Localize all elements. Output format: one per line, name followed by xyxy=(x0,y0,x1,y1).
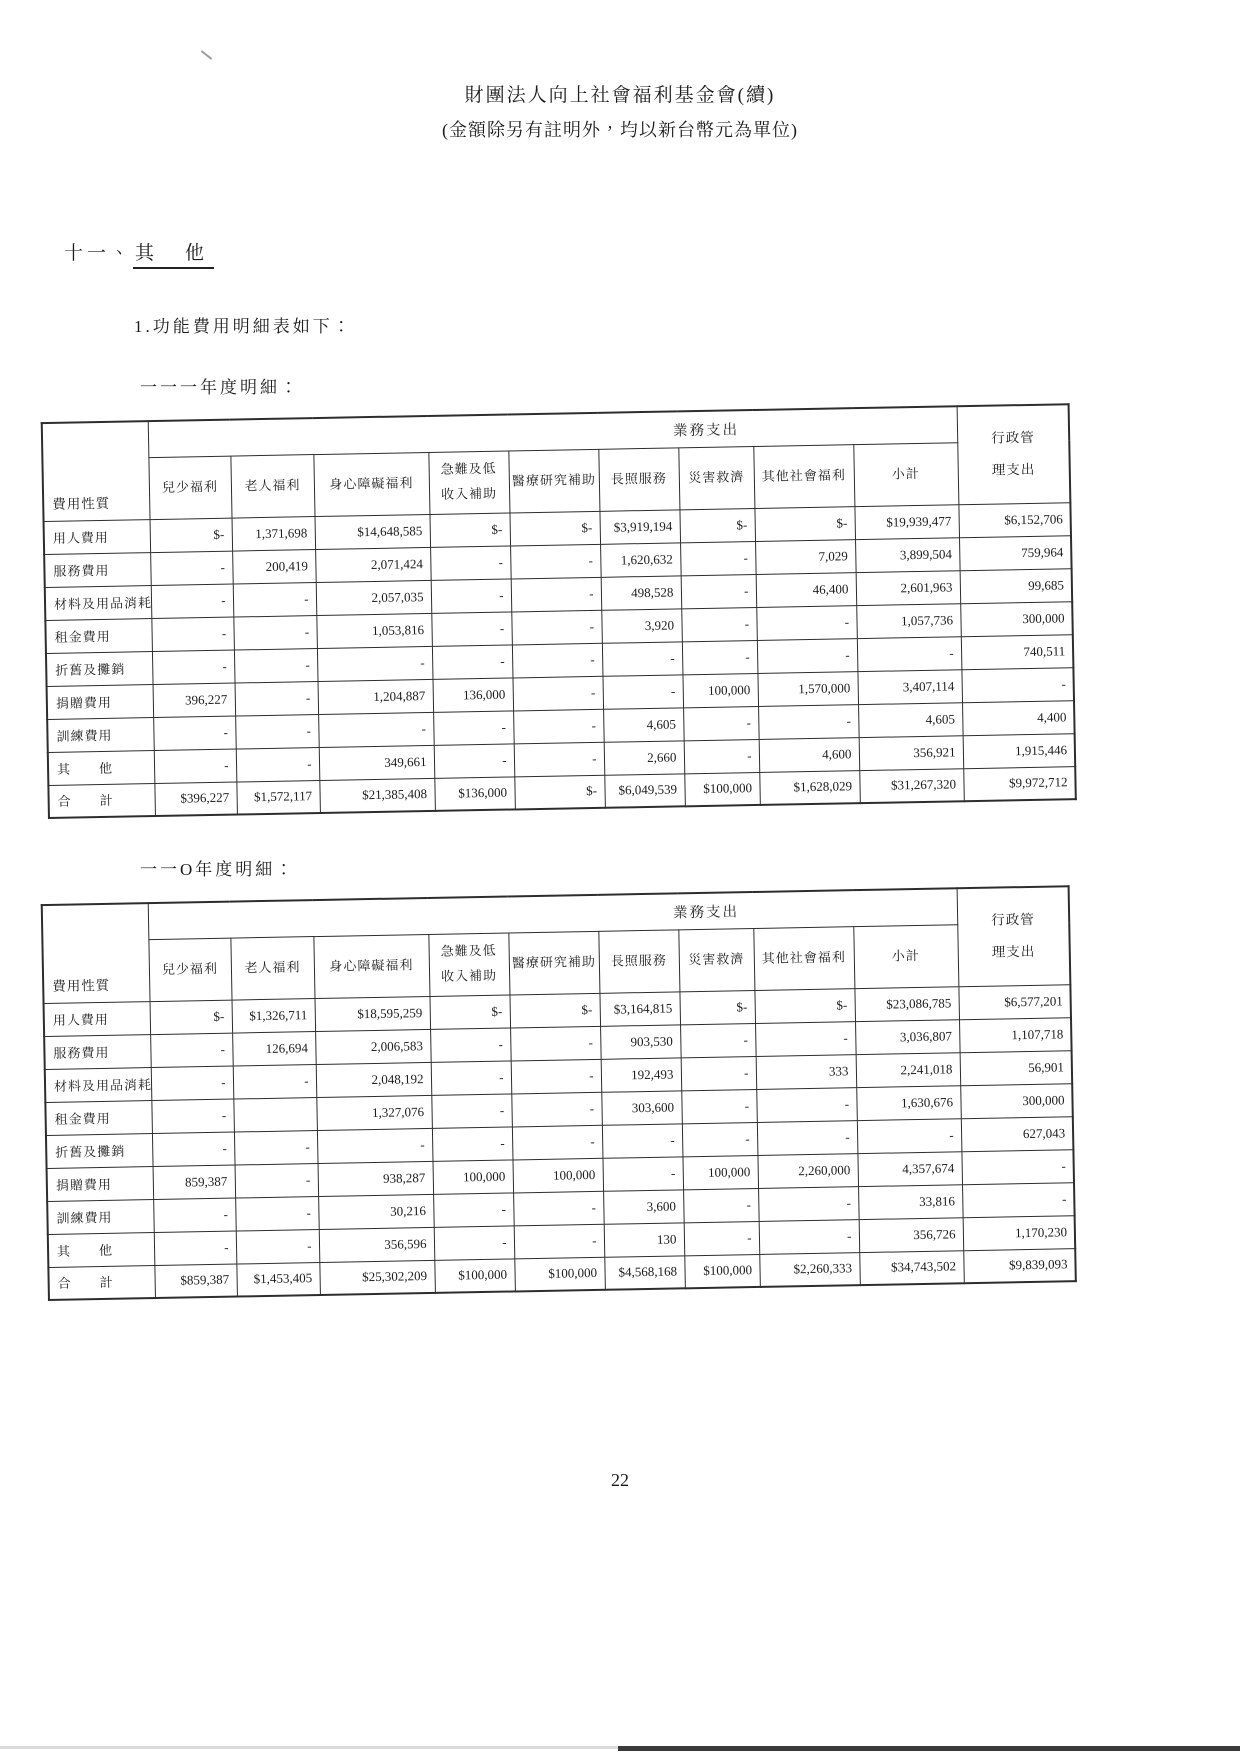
amount-cell: 2,260,000 xyxy=(757,1153,858,1188)
amount-cell: 1,057,736 xyxy=(856,603,961,638)
column-header: 災害救濟 xyxy=(678,928,754,991)
amount-cell: 938,287 xyxy=(318,1161,434,1196)
column-header: 兒少福利 xyxy=(148,456,231,519)
column-header: 災害救濟 xyxy=(678,446,754,509)
column-header: 醫療研究補助 xyxy=(508,931,599,995)
amount-cell: - xyxy=(514,742,605,777)
amount-cell: - xyxy=(756,1087,857,1122)
amount-cell: 1,620,632 xyxy=(600,542,681,576)
amount-cell: 356,921 xyxy=(859,735,964,770)
amount-cell: - xyxy=(755,1021,856,1056)
amount-cell: - xyxy=(683,1188,759,1222)
row-label: 用人費用 xyxy=(44,1001,151,1036)
amount-cell: - xyxy=(431,1093,512,1127)
amount-cell: $19,939,477 xyxy=(854,504,959,539)
amount-cell: - xyxy=(602,1123,683,1157)
amount-cell: 1,107,718 xyxy=(959,1017,1072,1052)
amount-cell: 136,000 xyxy=(432,677,513,711)
amount-cell: 99,685 xyxy=(960,568,1073,603)
amount-cell: $100,000 xyxy=(434,1258,515,1292)
amount-cell: $3,164,815 xyxy=(599,991,680,1025)
amount-cell: 192,493 xyxy=(601,1057,682,1091)
amount-cell: $- xyxy=(754,506,855,541)
table-caption: 一一一年度明細： xyxy=(140,378,300,397)
amount-cell: - xyxy=(511,1059,602,1094)
amount-cell: 1,630,676 xyxy=(856,1085,961,1120)
amount-cell: - xyxy=(151,584,234,618)
row-label: 租金費用 xyxy=(45,1100,152,1135)
amount-cell: 33,816 xyxy=(858,1184,963,1219)
amount-cell: 126,694 xyxy=(232,1031,316,1066)
row-label: 租金費用 xyxy=(45,618,152,653)
amount-cell: - xyxy=(317,646,433,681)
amount-cell: 300,000 xyxy=(960,1083,1073,1118)
amount-cell: 2,071,424 xyxy=(315,547,431,582)
amount-cell: - xyxy=(318,712,434,747)
amount-cell: 100,000 xyxy=(682,673,758,707)
amount-cell: $100,000 xyxy=(514,1257,605,1292)
amount-cell: $25,302,209 xyxy=(319,1260,435,1295)
corner-label-cell: 費用性質 xyxy=(42,421,150,521)
amount-cell: - xyxy=(510,544,601,579)
amount-cell: $1,326,711 xyxy=(232,998,316,1033)
amount-cell: 2,601,963 xyxy=(856,570,961,605)
row-label: 材料及用品消耗 xyxy=(45,1067,152,1102)
admin-expense-header: 行政管 理支出 xyxy=(957,886,1071,986)
amount-cell: - xyxy=(430,545,511,579)
section-heading xyxy=(64,238,1240,265)
scan-edge-dark xyxy=(618,1746,1240,1751)
amount-cell: - xyxy=(235,1196,319,1231)
amount-cell: - xyxy=(151,1066,234,1100)
amount-cell: - xyxy=(152,1132,235,1166)
corner-label-cell: 費用性質 xyxy=(42,903,150,1003)
amount-cell: $- xyxy=(150,1000,233,1034)
amount-cell: 1,170,230 xyxy=(963,1215,1076,1250)
amount-cell: - xyxy=(682,640,758,674)
amount-cell: - xyxy=(234,1130,318,1165)
amount-cell: - xyxy=(513,1191,604,1226)
amount-cell: - xyxy=(433,1192,514,1226)
amount-cell: $- xyxy=(150,518,233,552)
amount-cell: - xyxy=(857,1118,962,1153)
expense-table-section xyxy=(0,855,1240,1301)
row-label: 合 計 xyxy=(48,1265,155,1300)
amount-cell: - xyxy=(681,1089,757,1123)
amount-cell: - xyxy=(511,1092,602,1127)
table-skew-wrap xyxy=(41,403,1078,819)
amount-cell: $100,000 xyxy=(684,772,760,806)
amount-cell: - xyxy=(432,1126,513,1160)
amount-cell: - xyxy=(602,674,683,708)
amount-cell: 627,043 xyxy=(961,1116,1074,1151)
row-label: 折舊及攤銷 xyxy=(46,651,153,686)
row-label: 合 計 xyxy=(48,783,155,818)
amount-cell: - xyxy=(236,747,320,782)
amount-cell: 4,357,674 xyxy=(857,1151,962,1186)
expense-table xyxy=(41,403,1077,819)
amount-cell: 2,006,583 xyxy=(315,1029,431,1064)
column-header: 小計 xyxy=(853,442,958,506)
amount-cell: - xyxy=(684,739,760,773)
column-header: 其他社會福利 xyxy=(753,444,854,508)
amount-cell: - xyxy=(961,1149,1074,1184)
amount-cell: - xyxy=(154,749,237,783)
amount-cell: 7,029 xyxy=(755,539,856,574)
amount-cell: 396,227 xyxy=(153,683,236,717)
amount-cell: - xyxy=(432,644,513,678)
amount-cell: $- xyxy=(429,994,510,1028)
amount-cell: $2,260,333 xyxy=(759,1252,860,1287)
doc-title: 財團法人向上社會福利基金會(續) xyxy=(464,85,776,106)
amount-cell: - xyxy=(857,636,962,671)
amount-cell: - xyxy=(683,706,759,740)
row-label: 材料及用品消耗 xyxy=(45,585,152,620)
amount-cell: $- xyxy=(679,508,755,542)
amount-cell: - xyxy=(430,1027,511,1061)
subsection-heading: 1.功能費用明細表如下： xyxy=(134,317,353,336)
amount-cell: $- xyxy=(754,988,855,1023)
column-header: 急難及低 收入補助 xyxy=(428,451,509,514)
row-label: 捐贈費用 xyxy=(47,684,154,719)
amount-cell: $18,595,259 xyxy=(314,996,430,1031)
row-label: 訓練費用 xyxy=(47,1199,154,1234)
amount-cell: - xyxy=(511,610,602,645)
amount-cell: 1,371,698 xyxy=(232,516,316,551)
amount-cell: $396,227 xyxy=(154,782,237,816)
row-label: 其 他 xyxy=(48,750,155,785)
amount-cell: $34,743,502 xyxy=(859,1250,964,1285)
amount-cell: $9,839,093 xyxy=(963,1248,1076,1283)
amount-cell: $- xyxy=(509,993,600,1028)
amount-cell: $859,387 xyxy=(154,1264,237,1298)
amount-cell: - xyxy=(759,1219,860,1254)
amount-cell: - xyxy=(433,710,514,744)
amount-cell: $4,568,168 xyxy=(604,1255,685,1289)
amount-cell: - xyxy=(602,641,683,675)
amount-cell: 1,570,000 xyxy=(757,671,858,706)
amount-cell: - xyxy=(757,638,858,673)
page-number: 22 xyxy=(611,1470,629,1490)
amount-cell: - xyxy=(961,667,1074,702)
amount-cell: 3,036,807 xyxy=(855,1019,960,1054)
expense-table-section xyxy=(0,373,1240,819)
amount-cell: 3,600 xyxy=(603,1189,684,1223)
amount-cell: - xyxy=(434,743,515,777)
amount-cell: 4,605 xyxy=(858,702,963,737)
amount-cell: 3,407,114 xyxy=(857,669,962,704)
amount-cell: - xyxy=(152,650,235,684)
column-header: 兒少福利 xyxy=(148,938,231,1001)
column-header: 身心障礙福利 xyxy=(313,934,429,998)
amount-cell: - xyxy=(758,704,859,739)
amount-cell: 2,660 xyxy=(604,740,685,774)
amount-cell: 1,204,887 xyxy=(318,679,434,714)
amount-cell: - xyxy=(235,681,319,716)
amount-cell: 498,528 xyxy=(601,575,682,609)
business-expense-group-header: 業務支出 xyxy=(148,888,958,939)
amount-cell: 356,596 xyxy=(319,1227,435,1262)
scan-artifact-mark xyxy=(201,50,212,60)
amount-cell: - xyxy=(681,1056,757,1090)
amount-cell: $1,453,405 xyxy=(236,1262,320,1297)
row-label: 服務費用 xyxy=(44,552,151,587)
amount-cell: 100,000 xyxy=(432,1159,513,1193)
amount-cell: 2,048,192 xyxy=(316,1062,432,1097)
amount-cell: - xyxy=(512,1125,603,1160)
amount-cell: 200,419 xyxy=(232,549,316,584)
row-label: 服務費用 xyxy=(44,1034,151,1069)
amount-cell: - xyxy=(602,1156,683,1190)
scan-edge-light xyxy=(0,1746,618,1749)
amount-cell: $136,000 xyxy=(434,776,515,810)
amount-cell: - xyxy=(153,1198,236,1232)
amount-cell: - xyxy=(150,1033,233,1067)
amount-cell: - xyxy=(154,1231,237,1265)
amount-cell: $- xyxy=(679,990,755,1024)
row-label: 其 他 xyxy=(48,1232,155,1267)
column-header: 身心障礙福利 xyxy=(313,452,429,516)
amount-cell: 859,387 xyxy=(153,1165,236,1199)
section-title: 其 他 xyxy=(133,243,214,269)
amount-cell: 3,920 xyxy=(601,608,682,642)
amount-cell: 300,000 xyxy=(960,601,1073,636)
admin-expense-header: 行政管 理支出 xyxy=(957,404,1071,504)
amount-cell: - xyxy=(151,617,234,651)
amount-cell: $6,152,706 xyxy=(958,502,1071,537)
amount-cell: 333 xyxy=(756,1054,857,1089)
row-label: 捐贈費用 xyxy=(47,1166,154,1201)
amount-cell: - xyxy=(682,1122,758,1156)
business-expense-group-header: 業務支出 xyxy=(148,406,958,457)
amount-cell: $100,000 xyxy=(684,1254,760,1288)
amount-cell: - xyxy=(684,1221,760,1255)
amount-cell: 903,530 xyxy=(600,1024,681,1058)
amount-cell: - xyxy=(235,1163,319,1198)
column-header: 小計 xyxy=(853,924,958,988)
amount-cell: 3,899,504 xyxy=(855,537,960,572)
amount-cell: - xyxy=(235,714,319,749)
column-header: 其他社會福利 xyxy=(753,926,854,990)
amount-cell: 4,605 xyxy=(603,707,684,741)
amount-cell xyxy=(233,1097,317,1132)
tables-container xyxy=(0,373,1240,1301)
amount-cell: $6,577,201 xyxy=(958,984,1071,1019)
table-skew-wrap xyxy=(41,885,1078,1301)
column-header: 老人福利 xyxy=(230,454,314,518)
column-header: 長照服務 xyxy=(598,447,679,510)
amount-cell: - xyxy=(681,607,757,641)
amount-cell: - xyxy=(233,582,317,617)
amount-cell: - xyxy=(758,1186,859,1221)
column-header: 急難及低 收入補助 xyxy=(428,933,509,996)
amount-cell: - xyxy=(962,1182,1075,1217)
amount-cell: 349,661 xyxy=(319,745,435,780)
amount-cell: $- xyxy=(514,775,605,810)
amount-cell: - xyxy=(431,1060,512,1094)
amount-cell: $- xyxy=(429,512,510,546)
amount-cell: $9,972,712 xyxy=(963,766,1076,801)
amount-cell: 2,241,018 xyxy=(856,1052,961,1087)
amount-cell: $1,572,117 xyxy=(236,780,320,815)
amount-cell: $3,919,194 xyxy=(599,509,680,543)
amount-cell: $23,086,785 xyxy=(854,986,959,1021)
amount-cell: 759,964 xyxy=(959,535,1072,570)
amount-cell: - xyxy=(680,1023,756,1057)
amount-cell: - xyxy=(317,1128,433,1163)
amount-cell: - xyxy=(153,716,236,750)
amount-cell: $31,267,320 xyxy=(859,768,964,803)
row-label: 用人費用 xyxy=(44,519,151,554)
row-label: 折舊及攤銷 xyxy=(46,1133,153,1168)
amount-cell: $14,648,585 xyxy=(314,514,430,549)
amount-cell: - xyxy=(513,709,604,744)
amount-cell: - xyxy=(233,1064,317,1099)
expense-table xyxy=(41,885,1077,1301)
amount-cell: $21,385,408 xyxy=(319,778,435,813)
amount-cell: $1,628,029 xyxy=(759,770,860,805)
amount-cell: 2,057,035 xyxy=(316,580,432,615)
amount-cell: - xyxy=(512,676,603,711)
amount-cell: 100,000 xyxy=(512,1158,603,1193)
amount-cell: 1,915,446 xyxy=(963,733,1076,768)
amount-cell: - xyxy=(233,615,317,650)
amount-cell: 46,400 xyxy=(756,572,857,607)
amount-cell: - xyxy=(150,551,233,585)
amount-cell: - xyxy=(434,1225,515,1259)
amount-cell: - xyxy=(680,541,756,575)
amount-cell: - xyxy=(514,1224,605,1259)
amount-cell: - xyxy=(236,1229,320,1264)
column-header: 醫療研究補助 xyxy=(508,449,599,513)
amount-cell: 4,400 xyxy=(962,700,1075,735)
amount-cell: 100,000 xyxy=(682,1155,758,1189)
amount-cell: - xyxy=(510,1026,601,1061)
amount-cell: 740,511 xyxy=(961,634,1074,669)
amount-cell: 356,726 xyxy=(859,1217,964,1252)
row-label: 訓練費用 xyxy=(47,717,154,752)
amount-cell: - xyxy=(756,605,857,640)
amount-cell: - xyxy=(151,1099,234,1133)
column-header: 長照服務 xyxy=(598,929,679,992)
amount-cell: 4,600 xyxy=(759,737,860,772)
column-header: 老人福利 xyxy=(230,936,314,1000)
amount-cell: $6,049,539 xyxy=(604,773,685,807)
amount-cell: 30,216 xyxy=(318,1194,434,1229)
amount-cell: $- xyxy=(509,511,600,546)
amount-cell: 303,600 xyxy=(601,1090,682,1124)
amount-cell: - xyxy=(431,611,512,645)
amount-cell: - xyxy=(757,1120,858,1155)
amount-cell: - xyxy=(681,574,757,608)
amount-cell: 1,053,816 xyxy=(316,613,432,648)
amount-cell: 130 xyxy=(604,1222,685,1256)
amount-cell: - xyxy=(234,648,318,683)
amount-cell: - xyxy=(512,643,603,678)
amount-cell: 56,901 xyxy=(960,1050,1073,1085)
amount-cell: 1,327,076 xyxy=(316,1095,432,1130)
section-number: 十一、 xyxy=(64,243,134,264)
amount-cell: - xyxy=(431,578,512,612)
amount-cell: - xyxy=(511,577,602,612)
table-caption: 一一O年度明細： xyxy=(140,860,296,879)
doc-subtitle: (金額除另有註明外，均以新台幣元為單位) xyxy=(442,120,798,140)
